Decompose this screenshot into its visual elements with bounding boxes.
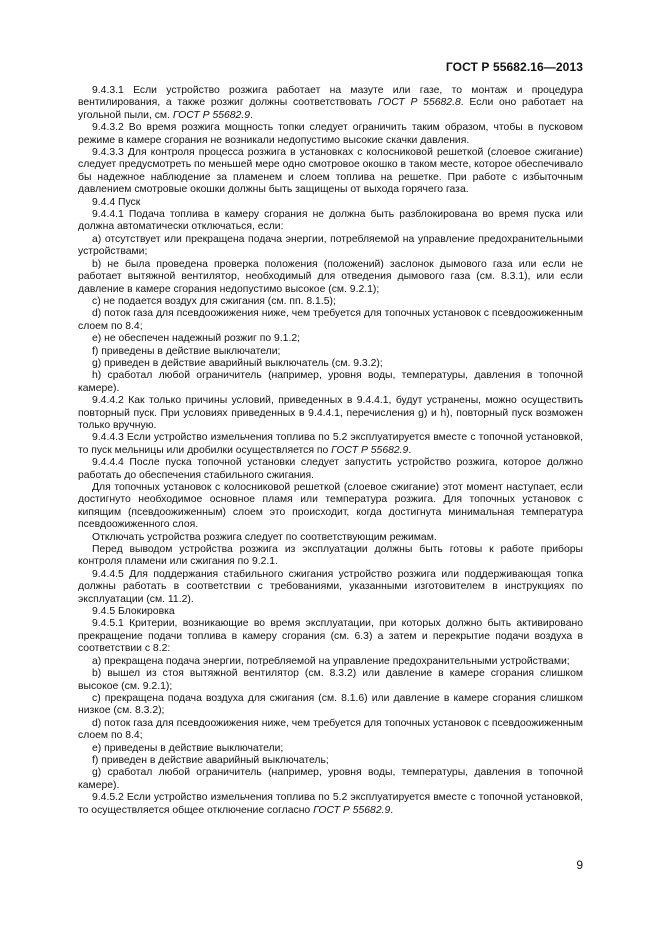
paragraph (78, 532, 583, 544)
paragraph-text: e) не обеспечен надежный розжиг по 9.1.2; (92, 333, 301, 345)
paragraph (78, 259, 583, 296)
paragraph-text: 9.4.4.5 Для поддержания стабильного сжигания устройство розжига или поддерживающая топка должны работать в соответствии с требованиями, указанными изготовителем в инструкциях по эксплуатации (см. 11.2). (78, 568, 583, 605)
paragraph (78, 457, 583, 482)
paragraph-text: 9.4.3.2 Во время розжига мощность топки следует ограничить таким образом, чтобы в пусковом режиме в камере сгорания не возникали недопустимо высокие скачки давления. (78, 122, 583, 146)
paragraph-text: 9.4.5.2 Если устройство измельчения топлива по 5.2 эксплуатируется вместе с топочной установкой, то осуществляется общее отключение согласно (78, 792, 583, 816)
standard-reference: ГОСТ Р 55682.8 (377, 97, 461, 109)
paragraph (78, 743, 583, 755)
paragraph-text: d) поток газа для псевдоожижения ниже, чем требуется для топочных установок с псевдоожиженным слоем по 8.4; (78, 717, 583, 742)
paragraph-text: a) прекращена подача энергии, потребляемой на управление предохранительными устройствами; (92, 655, 570, 667)
paragraph-text: Для топочных установок с колосниковой решеткой (слоевое сжигание) этот момент наступает, если достигнуто необходимое основное пламя или температура розжига. Для топочных установок с кипящим (псевдоожиженным) слоем это происходит, когда достигнута минимальная температура псевдоожиженного слоя. (78, 482, 583, 531)
paragraph (78, 656, 583, 668)
paragraph (78, 569, 583, 606)
paragraph-text: f) приведен в действие аварийный выключатель; (92, 754, 329, 766)
paragraph-text: Отключать устройства розжига следует по соответствующим режимам. (92, 531, 437, 543)
paragraph (78, 308, 583, 333)
document-body (78, 85, 583, 817)
paragraph (78, 333, 583, 345)
paragraph (78, 296, 583, 308)
paragraph (78, 122, 583, 147)
paragraph-text: . (390, 804, 394, 816)
paragraph (78, 432, 583, 457)
paragraph (78, 346, 583, 358)
paragraph (78, 147, 583, 197)
paragraph-text: 9.4.5 Блокировка (92, 606, 175, 618)
paragraph-text: c) прекращена подача воздуха для сжигания (см. 8.1.6) или давление в камере сгорания слишком низкое (см. 8.3.2); (78, 692, 583, 717)
standard-reference: ГОСТ Р 55682.9 (313, 804, 391, 816)
paragraph (78, 767, 583, 792)
paragraph (78, 482, 583, 532)
paragraph-text: b) вышел из стоя вытяжной вентилятор (см. 8.3.2) или давление в камере сгорания слишком высокое (см. 9.2.1); (78, 668, 583, 692)
paragraph (78, 85, 583, 122)
paragraph-text: d) поток газа для псевдоожижения ниже, чем требуется для топочных установок с псевдоожиженным слоем по 8.4; (78, 308, 583, 332)
paragraph-text: g) приведен в действие аварийный выключатель (см. 9.3.2); (92, 357, 383, 369)
paragraph-text: c) не подается воздух для сжигания (см. пп. 8.1.5); (92, 295, 336, 307)
paragraph-text: h) сработал любой ограничитель (например, уровня воды, температуры, давления в топочной камере). (78, 370, 583, 394)
paragraph-text: Перед выводом устройства розжига из эксплуатации должны быть готовы к работе приборы контроля пламени или сжигания по 9.2.1. (78, 544, 583, 568)
paragraph-text: f) приведены в действие выключатели; (92, 345, 281, 357)
paragraph (78, 792, 583, 817)
document-header: ГОСТ Р 55682.16—2013 (445, 60, 583, 74)
standard-reference: ГОСТ Р 55682.9 (331, 444, 409, 456)
paragraph-text: e) приведены в действие выключатели; (92, 742, 284, 754)
paragraph (78, 209, 583, 234)
paragraph-text: 9.4.3.1 Если устройство розжига работает на мазуте или газе, то монтаж и процедура вентилирования, а также розжиг должны соответствовать (78, 85, 583, 109)
page-number: 9 (576, 858, 583, 872)
paragraph-text: 9.4.5.1 Критерии, возникающие во время эксплуатации, при которых должно быть активировано прекращение подачи топлива в камеру сгорания (см. 6.3) а затем и перекрытие подачи воздуха в соответствии с 8.2: (78, 618, 583, 655)
paragraph (78, 693, 583, 718)
paragraph-text: 9.4.4.2 Как только причины условий, приведенных в 9.4.4.1, будут устранены, можно осуществить повторный пуск. При условиях приведенных в 9.4.4.1, перечисления g) и h), повторный пуск возможен только вручную. (78, 395, 583, 431)
paragraph-text: . (408, 444, 412, 456)
paragraph (78, 358, 583, 370)
paragraph-text: g) сработал любой ограничитель (например, уровня воды, температуры, давления в топочной камере). (78, 767, 583, 791)
paragraph-text: a) отсутствует или прекращена подача энергии, потребляемой на управление предохранительными устройствами; (78, 233, 583, 258)
paragraph-text: . (250, 109, 253, 121)
paragraph (78, 755, 583, 767)
standard-reference: ГОСТ Р 55682.9 (172, 109, 251, 121)
paragraph (78, 197, 583, 209)
paragraph (78, 618, 583, 655)
paragraph-text: 9.4.4.3 Если устройство измельчения топлива по 5.2 эксплуатируется вместе с топочной установкой, то пуск мельницы или дробилки осуществляется по (78, 432, 583, 456)
paragraph (78, 668, 583, 693)
paragraph (78, 234, 583, 259)
paragraph (78, 544, 583, 569)
paragraph (78, 606, 583, 618)
paragraph-text: . Если оно работает на угольной пыли, см. (78, 97, 583, 121)
paragraph (78, 718, 583, 743)
paragraph-text: 9.4.4.4 После пуска топочной установки следует запустить устройство розжига, которое должно работать до обеспечения стабильного сжигания. (78, 457, 583, 481)
paragraph-text: b) не была проведена проверка положения (положений) заслонок дымового газа или если не работает вытяжной вентилятор, необходимый для отведения дымового газа (см. 8.3.1), или если давление в камере сгорания недопустимо высокое (см. 9.2.1); (78, 258, 583, 295)
paragraph-text: 9.4.3.3 Для контроля процесса розжига в установках с колосниковой решеткой (слоевое сжигание) следует предусмотреть по меньшей мере одно смотровое окошко в таком месте, которое обеспечивало бы надежное наблюдение за пламенем и слоем топлива на решетке. При работе с избыточным давлением смотровые окошки должны быть защищены от выхода горячего газа. (78, 147, 584, 196)
paragraph-text: 9.4.4 Пуск (92, 196, 141, 208)
paragraph-text: 9.4.4.1 Подача топлива в камеру сгорания не должна быть разблокирована во время пуска или должна автоматически отключаться, если: (78, 209, 583, 233)
paragraph (78, 370, 583, 395)
paragraph (78, 395, 583, 432)
